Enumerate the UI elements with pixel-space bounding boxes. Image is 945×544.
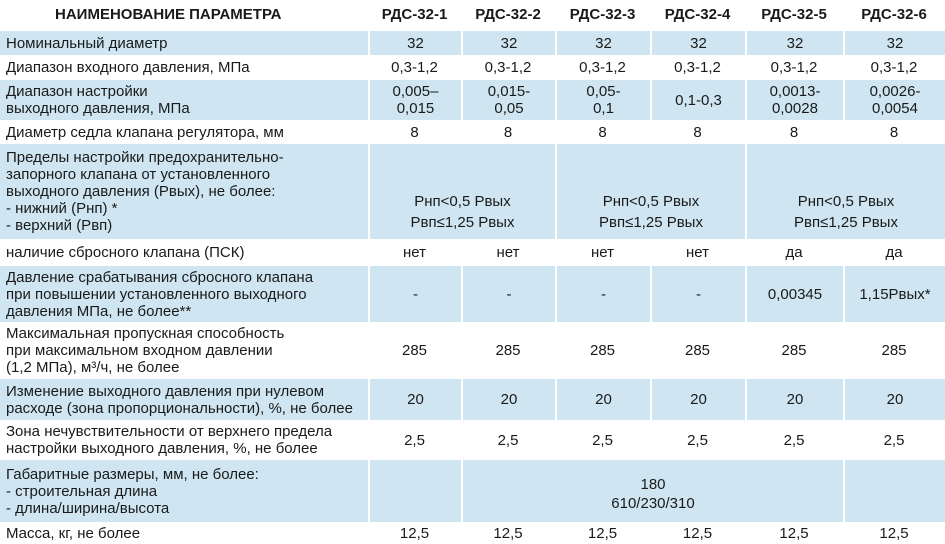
value-outlet-change-4: 20 bbox=[650, 379, 745, 420]
value-outlet-range-2-a: 0,015- bbox=[487, 83, 531, 100]
value-safety-limits-group-3-lower: Рнп<0,5 Рвых bbox=[797, 193, 895, 210]
value-outlet-range-5 bbox=[745, 80, 843, 120]
row-label-outlet-change-line-1: Изменение выходного давления при нулевом bbox=[6, 382, 325, 400]
value-relief-valve-1: нет bbox=[403, 244, 426, 261]
value-safety-limits-group-1 bbox=[368, 144, 555, 239]
value-nominal-diameter-3: 32 bbox=[555, 29, 650, 55]
value-relief-pressure-3: - bbox=[555, 266, 650, 322]
value-nominal-diameter-2: 32 bbox=[461, 29, 555, 55]
value-insensitivity-1: 2,5 bbox=[404, 431, 425, 449]
header-model-2: РДС-32-2 bbox=[475, 6, 541, 23]
row-label-mass: Масса, кг, не более bbox=[6, 524, 141, 542]
row-label-outlet-change-line-2: расходе (зона пропорциональности), %, не более bbox=[6, 399, 353, 417]
value-relief-valve-2: нет bbox=[496, 244, 520, 261]
value-max-capacity-6: 285 bbox=[881, 342, 907, 359]
value-mass-4: 12,5 bbox=[682, 524, 713, 542]
value-outlet-range-2 bbox=[461, 80, 555, 120]
value-nominal-diameter-1: 32 bbox=[368, 29, 461, 55]
row-label-max-capacity-line-3: (1,2 МПа), м³/ч, не более bbox=[6, 359, 180, 376]
row-label-nominal-diameter: Номинальный диаметр bbox=[0, 29, 368, 55]
value-relief-valve-3: нет bbox=[591, 244, 614, 261]
value-seat-diameter-1: 8 bbox=[410, 123, 419, 141]
value-insensitivity-6: 2,5 bbox=[883, 431, 905, 449]
row-label-seat-diameter: Диаметр седла клапана регулятора, мм bbox=[6, 123, 284, 141]
value-max-capacity-2: 285 bbox=[495, 342, 521, 359]
value-seat-diameter-5: 8 bbox=[789, 123, 799, 141]
value-dimensions bbox=[461, 460, 843, 522]
value-nominal-diameter-6: 32 bbox=[843, 29, 945, 55]
value-outlet-range-2-b: 0,05 bbox=[494, 100, 524, 117]
value-relief-valve-5: да bbox=[785, 244, 803, 261]
row-label-safety-limits-line-3: выходного давления (Рвых), не более: bbox=[6, 183, 276, 200]
value-outlet-change-1: 20 bbox=[368, 379, 461, 420]
value-inlet-pressure-4: 0,3-1,2 bbox=[674, 59, 721, 76]
value-safety-limits-group-3 bbox=[745, 144, 945, 239]
value-outlet-change-2: 20 bbox=[461, 379, 555, 420]
value-outlet-range-1 bbox=[368, 80, 461, 120]
row-label-outlet-range-line-1: Диапазон настройки bbox=[6, 83, 148, 100]
value-seat-diameter-3: 8 bbox=[598, 123, 607, 141]
value-seat-diameter-4: 8 bbox=[693, 123, 702, 141]
row-label-max-capacity-line-1: Максимальная пропускная способность bbox=[6, 325, 285, 342]
header-model-4: РДС-32-4 bbox=[664, 6, 731, 23]
value-dimensions-right-blank bbox=[843, 460, 945, 522]
value-mass-2: 12,5 bbox=[493, 524, 523, 542]
value-mass-6: 12,5 bbox=[879, 524, 909, 542]
value-mass-5: 12,5 bbox=[779, 524, 809, 542]
value-insensitivity-2: 2,5 bbox=[497, 431, 519, 449]
value-safety-limits-group-1-upper: Рвп≤1,25 Рвых bbox=[410, 214, 515, 231]
value-inlet-pressure-1: 0,3-1,2 bbox=[391, 59, 438, 76]
value-insensitivity-3: 2,5 bbox=[592, 431, 613, 449]
value-mass-1: 12,5 bbox=[399, 524, 430, 542]
row-label-safety-limits-line-4: - нижний (Рнп) * bbox=[6, 200, 118, 217]
value-relief-pressure-2: - bbox=[461, 266, 555, 322]
row-label-max-capacity bbox=[0, 322, 368, 379]
value-relief-pressure-4: - bbox=[650, 266, 745, 322]
value-relief-pressure-6: 1,15Рвых* bbox=[843, 266, 945, 322]
value-relief-pressure-5: 0,00345 bbox=[745, 266, 843, 322]
value-outlet-range-3-a: 0,05- bbox=[586, 83, 621, 100]
row-label-relief-pressure-line-1: Давление срабатывания сбросного клапана bbox=[6, 268, 314, 286]
row-label-dimensions bbox=[0, 460, 368, 522]
value-relief-valve-4: нет bbox=[686, 244, 709, 261]
value-relief-pressure-1: - bbox=[368, 266, 461, 322]
value-outlet-range-4 bbox=[650, 80, 745, 120]
value-dimensions-left-blank bbox=[368, 460, 461, 522]
value-nominal-diameter-4: 32 bbox=[650, 29, 745, 55]
row-label-outlet-range-line-2: выходного давления, МПа bbox=[6, 100, 190, 117]
value-outlet-range-6-b: 0,0054 bbox=[872, 100, 918, 117]
row-label-relief-valve: наличие сбросного клапана (ПСК) bbox=[6, 244, 245, 261]
value-insensitivity-4: 2,5 bbox=[687, 431, 708, 449]
value-outlet-change-3: 20 bbox=[555, 379, 650, 420]
value-outlet-range-1-b: 0,015 bbox=[396, 100, 435, 117]
value-outlet-range-5-a: 0,0013- bbox=[769, 83, 821, 100]
row-label-relief-pressure-line-3: давления МПа, не более** bbox=[6, 302, 192, 320]
value-relief-valve-6: да bbox=[885, 244, 903, 261]
row-label-max-capacity-line-2: при максимальном входном давлении bbox=[6, 342, 273, 359]
value-safety-limits-group-2-upper: Рвп≤1,25 Рвых bbox=[599, 214, 703, 231]
row-label-dimensions-line-3: - длина/ширина/высота bbox=[6, 499, 170, 517]
value-inlet-pressure-6: 0,3-1,2 bbox=[870, 59, 918, 76]
value-outlet-range-4-a: 0,1-0,3 bbox=[675, 91, 722, 109]
header-model-5: РДС-32-5 bbox=[761, 6, 827, 23]
row-label-safety-limits-line-5: - верхний (Рвп) bbox=[6, 217, 113, 234]
value-outlet-change-6: 20 bbox=[843, 379, 945, 420]
row-label-insensitivity-line-1: Зона нечувствительности от верхнего предела bbox=[6, 423, 333, 440]
value-max-capacity-3: 285 bbox=[589, 342, 616, 359]
row-label-insensitivity bbox=[0, 420, 368, 460]
row-label-insensitivity-line-2: настройки выходного давления, %, не более bbox=[6, 440, 318, 457]
value-outlet-change-5: 20 bbox=[745, 379, 843, 420]
value-outlet-range-3-b: 0,1 bbox=[593, 100, 614, 117]
row-label-safety-limits-line-1: Пределы настройки предохранительно- bbox=[6, 149, 284, 166]
row-label-relief-pressure bbox=[0, 266, 368, 322]
row-label-safety-limits-line-2: запорного клапана от установленного bbox=[6, 166, 271, 183]
value-mass-3: 12,5 bbox=[587, 524, 618, 542]
row-label-dimensions-line-1: Габаритные размеры, мм, не более: bbox=[6, 465, 259, 483]
row-label-inlet-pressure: Диапазон входного давления, МПа bbox=[6, 59, 250, 76]
value-dimensions-lwh: 610/230/310 bbox=[611, 495, 695, 512]
row-label-relief-pressure-line-2: при повышении установленного выходного bbox=[6, 285, 307, 303]
value-seat-diameter-6: 8 bbox=[889, 123, 899, 141]
header-param: НАИМЕНОВАНИЕ ПАРАМЕТРА bbox=[55, 6, 282, 23]
value-max-capacity-5: 285 bbox=[781, 342, 807, 359]
value-safety-limits-group-1-lower: Рнп<0,5 Рвых bbox=[414, 193, 511, 210]
header-model-3: РДС-32-3 bbox=[569, 6, 636, 23]
value-safety-limits-group-2 bbox=[555, 144, 745, 239]
value-outlet-range-6-a: 0,0026- bbox=[869, 83, 921, 100]
value-inlet-pressure-3: 0,3-1,2 bbox=[579, 59, 626, 76]
value-outlet-range-3 bbox=[555, 80, 650, 120]
header-model-6: РДС-32-6 bbox=[861, 6, 927, 23]
value-outlet-range-5-b: 0,0028 bbox=[772, 100, 818, 117]
row-label-dimensions-line-2: - строительная длина bbox=[6, 482, 158, 500]
value-inlet-pressure-2: 0,3-1,2 bbox=[484, 59, 532, 76]
value-insensitivity-5: 2,5 bbox=[783, 431, 805, 449]
value-outlet-range-1-a: 0,005– bbox=[392, 83, 439, 100]
row-label-safety-limits bbox=[0, 144, 368, 239]
header-model-1: РДС-32-1 bbox=[381, 6, 448, 23]
value-dimensions-length: 180 bbox=[640, 476, 666, 493]
value-inlet-pressure-5: 0,3-1,2 bbox=[770, 59, 818, 76]
row-label-outlet-range bbox=[0, 80, 368, 120]
value-safety-limits-group-2-lower: Рнп<0,5 Рвых bbox=[602, 193, 700, 210]
value-outlet-range-6 bbox=[843, 80, 945, 120]
value-safety-limits-group-3-upper: Рвп≤1,25 Рвых bbox=[794, 214, 898, 231]
value-max-capacity-4: 285 bbox=[684, 342, 711, 359]
value-nominal-diameter-5: 32 bbox=[745, 29, 843, 55]
row-label-outlet-change bbox=[0, 379, 368, 420]
value-seat-diameter-2: 8 bbox=[503, 123, 513, 141]
value-max-capacity-1: 285 bbox=[401, 342, 428, 359]
